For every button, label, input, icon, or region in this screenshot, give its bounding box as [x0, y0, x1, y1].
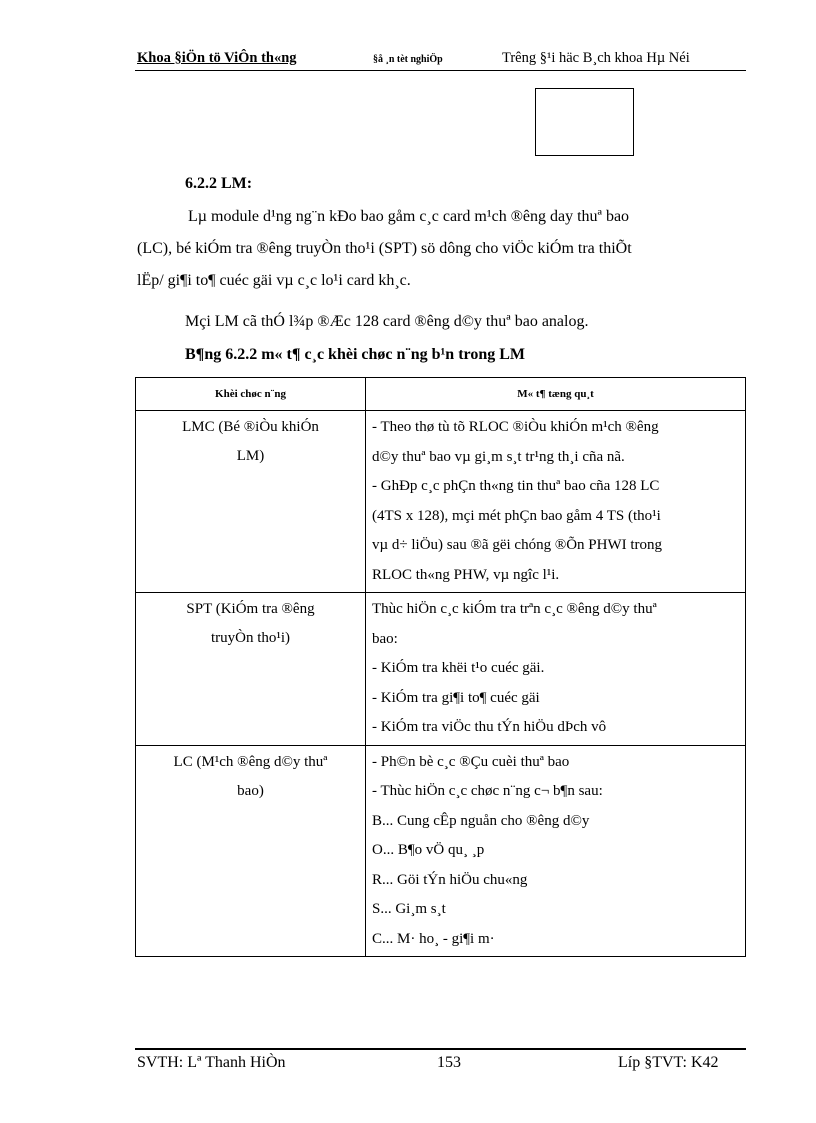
block-description-cell [366, 411, 746, 593]
block-name-line: LM) [236, 448, 265, 464]
header-rule [135, 70, 746, 71]
page-number: 153 [437, 1054, 461, 1071]
block-name-line: SPT (KiÓm tra ®êng [186, 601, 315, 617]
block-name-cell [136, 593, 366, 746]
description-line: B... Cung cÊp nguån cho ®êng d©y [372, 812, 590, 829]
block-name-cell [136, 411, 366, 593]
description-line: bao: [372, 630, 398, 647]
column-header: M« t¶ tæng qu¸t [366, 378, 746, 411]
description-line: - Thùc hiÖn c¸c chøc n¨ng c¬ b¶n sau: [372, 783, 603, 799]
block-name-cell [136, 745, 366, 957]
paragraph-line: lËp/ gi¶i to¶ cuéc gäi vµ c¸c lo¹i card kh¸c. [137, 272, 411, 289]
description-line: - KiÓm tra viÖc thu tÝn hiÖu dÞch vô [372, 719, 607, 735]
table-header-row [136, 378, 746, 411]
block-name-line: truyÒn tho¹i) [210, 630, 291, 646]
description-line: Thùc hiÖn c¸c kiÓm tra trªn c¸c ®êng d©y thuª [372, 601, 657, 617]
description-line: - Theo thø tù tõ RLOC ®iÒu khiÓn m¹ch ®êng [372, 419, 659, 435]
description-line: - Ph©n bè c¸c ®Çu cuèi thuª bao [372, 753, 570, 770]
footer-rule [135, 1048, 746, 1050]
block-name-line: LC (M¹ch ®êng d©y thuª [173, 753, 328, 770]
header-university: Trêng §¹i häc B¸ch khoa Hµ Néi [502, 50, 690, 66]
section-title: 6.2.2 LM: [185, 175, 253, 192]
table-row [136, 593, 746, 746]
block-description-cell [366, 593, 746, 746]
description-line: RLOC th«ng PHW, vµ ngîc l¹i. [372, 566, 560, 583]
figure-placeholder-box [535, 88, 634, 156]
description-line: O... B¶o vÖ qu¸ ¸p [372, 842, 485, 858]
table-caption: B¶ng 6.2.2 m« t¶ c¸c khèi chøc n¨ng b¹n trong LM [185, 346, 526, 363]
description-line: - GhÐp c¸c phÇn th«ng tin thuª bao cña 128 LC [372, 478, 660, 494]
function-blocks-table [135, 377, 746, 957]
table-row [136, 411, 746, 593]
header-document-type: §å ¸n tèt nghiÖp [373, 54, 443, 65]
description-line: - KiÓm tra gi¶i to¶ cuéc gäi [372, 689, 540, 706]
table-row [136, 745, 746, 957]
description-line: d©y thuª bao vµ gi¸m s¸t tr¹ng th¸i cña nã. [372, 448, 625, 465]
block-description-cell [366, 745, 746, 957]
footer-class: Líp §TVT: K42 [618, 1054, 719, 1071]
paragraph-line: (LC), bé kiÓm tra ®êng truyÒn tho¹i (SPT) sö dông cho viÖc kiÓm tra thiÕt [137, 240, 632, 257]
description-line: (4TS x 128), mçi mét phÇn bao gåm 4 TS (tho¹i [372, 507, 661, 524]
description-line: - KiÓm tra khëi t¹o cuéc gäi. [372, 660, 545, 676]
block-name-line: LMC (Bé ®iÒu khiÓn [182, 419, 319, 435]
footer-student: SVTH: Lª Thanh HiÒn [137, 1054, 286, 1071]
description-line: C... M· ho¸ - gi¶i m· [372, 930, 495, 947]
block-name-line: bao) [237, 782, 264, 799]
paragraph-line: Lµ module d¹ng ng¨n kÐo bao gåm c¸c card m¹ch ®êng day thuª bao [188, 208, 630, 225]
column-header: Khèi chøc n¨ng [136, 378, 366, 411]
description-line: R... Göi tÝn hiÖu chu«ng [372, 871, 528, 888]
paragraph-line: Mçi LM cã thÓ l¾p ®Æc 128 card ®êng d©y thuª bao analog. [185, 313, 589, 330]
description-line: vµ d÷ liÖu) sau ®ã gëi chóng ®Õn PHWI trong [372, 537, 663, 553]
header-department: Khoa §iÖn tö ViÔn th«ng [137, 50, 297, 66]
description-line: S... Gi¸m s¸t [372, 901, 446, 917]
